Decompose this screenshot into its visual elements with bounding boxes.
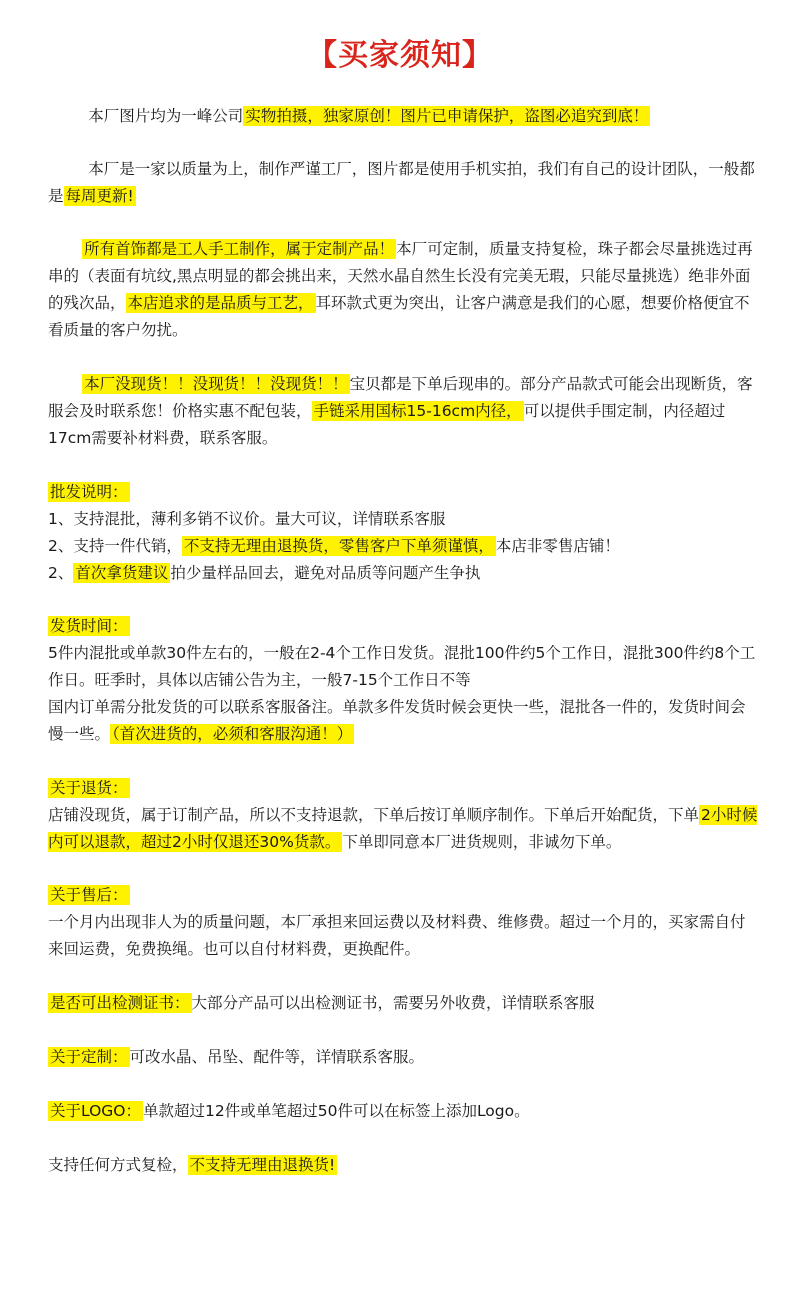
- intro-size-highlight: 手链采用国标15-16cm内径，: [313, 402, 522, 420]
- final-note: [48, 1152, 760, 1179]
- logo-section: [48, 1098, 760, 1125]
- wholesale-line-2: 2、支持一件代销， 不支持无理由退换货，零售客户下单须谨慎， 本店非零售店铺！: [48, 537, 620, 555]
- wholesale-section: [48, 479, 760, 587]
- intro-stock-text-2: 可以提供手围定制，内径超过17cm需要补材料费，联系客服。: [48, 402, 726, 447]
- wholesale-sample-highlight: 首次拿货建议: [75, 564, 169, 582]
- intro-handmade-text-2: 耳环款式更为突出，让客户满意是我们的心愿，想要价格便宜不看质量的客户勿扰。: [48, 294, 750, 339]
- intro-factory-highlight: 每周更新!: [65, 187, 134, 205]
- intro-stock-highlight: 本厂没现货！！没现货！！没现货！！: [84, 375, 348, 393]
- custom-text: 可改水晶、吊坠、配件等，详情联系客服。: [129, 1048, 425, 1066]
- returns-section: [48, 775, 760, 856]
- intro-factory-text: 本厂是一家以质量为上，制作严谨工厂，图片都是使用手机实拍，我们有自己的设计团队，一般都是: [48, 160, 755, 205]
- final-highlight: 不支持无理由退换货!: [189, 1156, 336, 1174]
- intro-handmade-highlight: 所有首饰都是工人手工制作，属于定制产品！: [84, 240, 395, 258]
- custom-section: [48, 1044, 760, 1071]
- wholesale-no-return-highlight: 不支持无理由退换货，零售客户下单须谨慎，: [183, 537, 494, 555]
- intro-handmade-text: 本厂可定制，质量支持复检，珠子都会尽量挑选过再串的（表面有坑纹,黑点明显的都会挑出来，天然水晶自然生长没有完美无瑕，只能尽量挑选）绝非外面的残次品，: [48, 240, 753, 312]
- intro-quality-highlight: 本店追求的是品质与工艺，: [127, 294, 314, 312]
- aftersale-text: 一个月内出现非人为的质量问题，本厂承担来回运费以及材料费、维修费。超过一个月的，买家需自付来回运费，免费换绳。也可以自付材料费，更换配件。: [48, 913, 746, 958]
- page-title: 【买家须知】: [307, 38, 493, 73]
- shipping-text-2: 国内订单需分批发货的可以联系客服备注。单款多件发货时候会更快一些，混批各一件的，发货时间会慢一些。 （首次进货的，必须和客服沟通！）: [48, 698, 746, 743]
- cert-section: [48, 990, 760, 1017]
- aftersale-heading: 关于售后：: [50, 886, 128, 904]
- logo-text: 单款超过12件或单笔超过50件可以在标签上添加Logo。: [143, 1102, 530, 1120]
- custom-heading: 关于定制：: [50, 1048, 128, 1066]
- aftersale-section: [48, 882, 760, 963]
- intro-stock: [48, 371, 760, 452]
- returns-text: 店铺没现货，属于订制产品，所以不支持退款，下单后按订单顺序制作。下单后开始配货，下单 2小时候内可以退款，超过2小时仅退还30%货款。 下单即同意本厂进货规则，非诚勿下单。: [48, 806, 758, 851]
- shipping-heading: 发货时间：: [50, 617, 128, 635]
- shipping-first-order-highlight: （首次进货的，必须和客服沟通！）: [112, 725, 353, 743]
- logo-heading: 关于LOGO：: [50, 1102, 141, 1120]
- returns-refund-highlight: 2小时候内可以退款，超过2小时仅退还30%货款。: [48, 806, 758, 851]
- cert-text: 大部分产品可以出检测证书，需要另外收费，详情联系客服: [191, 994, 595, 1012]
- intro-handmade: [48, 236, 760, 344]
- returns-heading: 关于退货：: [50, 779, 128, 797]
- intro-stock-text: 宝贝都是下单后现串的。部分产品款式可能会出现断货，客服会及时联系您！价格实惠不配包装，: [48, 375, 753, 420]
- shipping-section: [48, 613, 760, 748]
- final-text: 支持任何方式复检，: [48, 1156, 188, 1174]
- wholesale-heading: 批发说明：: [50, 483, 128, 501]
- intro-factory: [48, 156, 760, 210]
- shipping-text: 5件内混批或单款30件左右的，一般在2-4个工作日发货。混批100件约5个工作日，混批300件约8个工作日。旺季时，具体以店铺公告为主，一般7-15个工作日不等: [48, 644, 756, 689]
- intro-copyright-highlight: 实物拍摄，独家原创！图片已申请保护，盗图必追究到底！: [245, 107, 649, 125]
- intro-copyright: [48, 103, 760, 130]
- intro-copyright-text: 本厂图片均为一峰公司: [88, 107, 244, 125]
- wholesale-line-3: 2、 首次拿货建议 拍少量样品回去，避免对品质等问题产生争执: [48, 564, 481, 582]
- wholesale-line-1: 1、支持混批，薄利多销不议价。量大可议，详情联系客服: [48, 510, 446, 528]
- cert-heading: 是否可出检测证书：: [50, 994, 190, 1012]
